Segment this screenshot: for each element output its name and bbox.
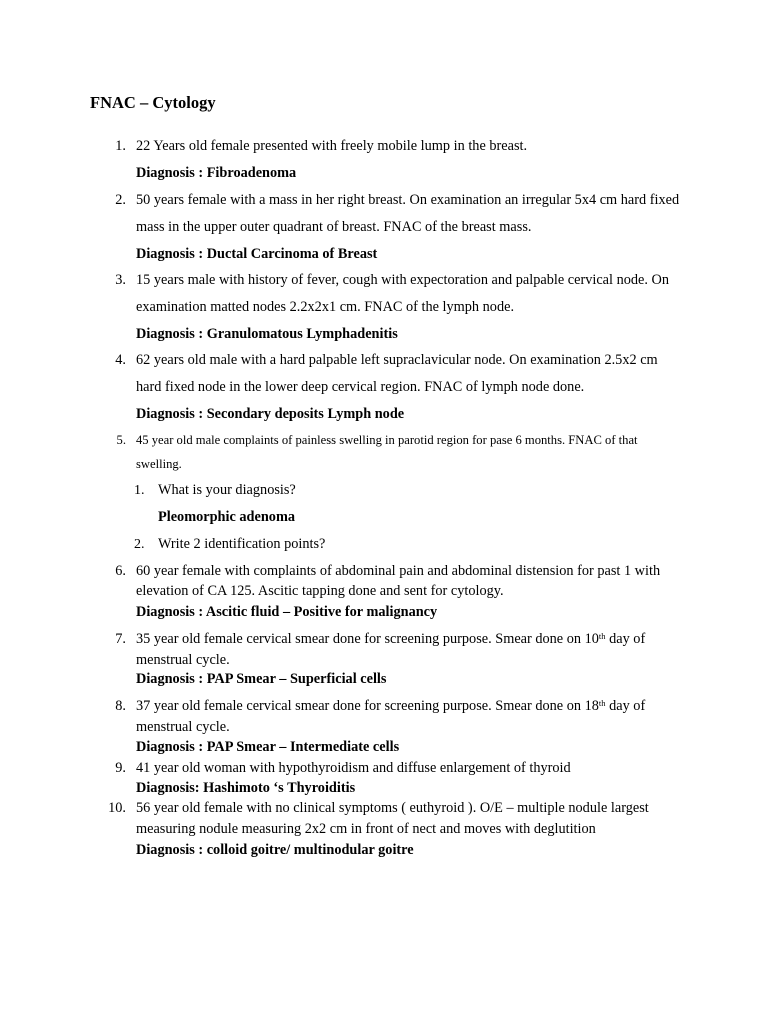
case-text: 60 year female with complaints of abdominal pain and abdominal distension for past 1 with bbox=[136, 563, 661, 579]
question-number: 1. bbox=[134, 483, 145, 498]
case-diagnosis: Diagnosis : Granulomatous Lymphadenitis bbox=[136, 326, 398, 342]
case-text: 37 year old female cervical smear done for screening purpose. Smear done on 18th day of bbox=[136, 698, 646, 714]
case-text: hard fixed node in the lower deep cervical region. FNAC of lymph node done. bbox=[136, 379, 585, 395]
case-text: swelling. bbox=[136, 457, 182, 471]
case-diagnosis: Diagnosis : Ductal Carcinoma of Breast bbox=[136, 246, 378, 262]
case-text: 15 years male with history of fever, cough with expectoration and palpable cervical node. On bbox=[136, 272, 669, 288]
page-title: FNAC – Cytology bbox=[90, 93, 216, 112]
case-number: 2. bbox=[115, 192, 126, 208]
question-number: 2. bbox=[134, 537, 145, 552]
case-diagnosis: Diagnosis : PAP Smear – Superficial cells bbox=[136, 671, 387, 687]
case-text: 35 year old female cervical smear done for screening purpose. Smear done on 10th day of bbox=[136, 631, 646, 647]
case-text: mass in the upper outer quadrant of breast. FNAC of the breast mass. bbox=[136, 219, 532, 235]
case-text: 22 Years old female presented with freely mobile lump in the breast. bbox=[136, 138, 528, 154]
case-number: 9. bbox=[115, 760, 126, 776]
case-text: elevation of CA 125. Ascitic tapping done and sent for cytology. bbox=[136, 583, 504, 599]
case-text: 45 year old male complaints of painless swelling in parotid region for pase 6 months. FNAC of that bbox=[136, 433, 638, 447]
case-text: examination matted nodes 2.2x2x1 cm. FNAC of the lymph node. bbox=[136, 299, 515, 315]
case-number: 4. bbox=[115, 352, 126, 368]
case-text: measuring nodule measuring 2x2 cm in front of nect and moves with deglutition bbox=[136, 821, 596, 837]
question-answer: Pleomorphic adenoma bbox=[158, 509, 296, 525]
case-diagnosis: Diagnosis : Ascitic fluid – Positive for malignancy bbox=[136, 604, 438, 620]
case-diagnosis: Diagnosis : Fibroadenoma bbox=[136, 165, 297, 181]
case-number: 3. bbox=[115, 272, 126, 288]
case-diagnosis: Diagnosis : Secondary deposits Lymph node bbox=[136, 406, 405, 422]
case-text: 56 year old female with no clinical symptoms ( euthyroid ). O/E – multiple nodule largest bbox=[136, 800, 649, 816]
case-number: 6. bbox=[115, 563, 126, 579]
case-text: 41 year old woman with hypothyroidism and diffuse enlargement of thyroid bbox=[136, 760, 571, 776]
question-text: Write 2 identification points? bbox=[158, 536, 326, 552]
case-number: 8. bbox=[115, 698, 126, 714]
case-text: 62 years old male with a hard palpable left supraclavicular node. On examination 2.5x2 cm bbox=[136, 352, 658, 368]
question-text: What is your diagnosis? bbox=[158, 482, 296, 498]
case-diagnosis: Diagnosis : colloid goitre/ multinodular goitre bbox=[136, 842, 414, 858]
case-diagnosis: Diagnosis : PAP Smear – Intermediate cells bbox=[136, 739, 400, 755]
case-number: 10. bbox=[108, 800, 126, 816]
case-text: 50 years female with a mass in her right breast. On examination an irregular 5x4 cm hard fixed bbox=[136, 192, 680, 208]
case-number: 7. bbox=[115, 631, 126, 647]
case-text: menstrual cycle. bbox=[136, 719, 230, 735]
case-number: 5. bbox=[116, 433, 126, 447]
case-text: menstrual cycle. bbox=[136, 652, 230, 668]
case-number: 1. bbox=[115, 138, 126, 154]
case-diagnosis: Diagnosis: Hashimoto ‘s Thyroiditis bbox=[136, 780, 356, 796]
